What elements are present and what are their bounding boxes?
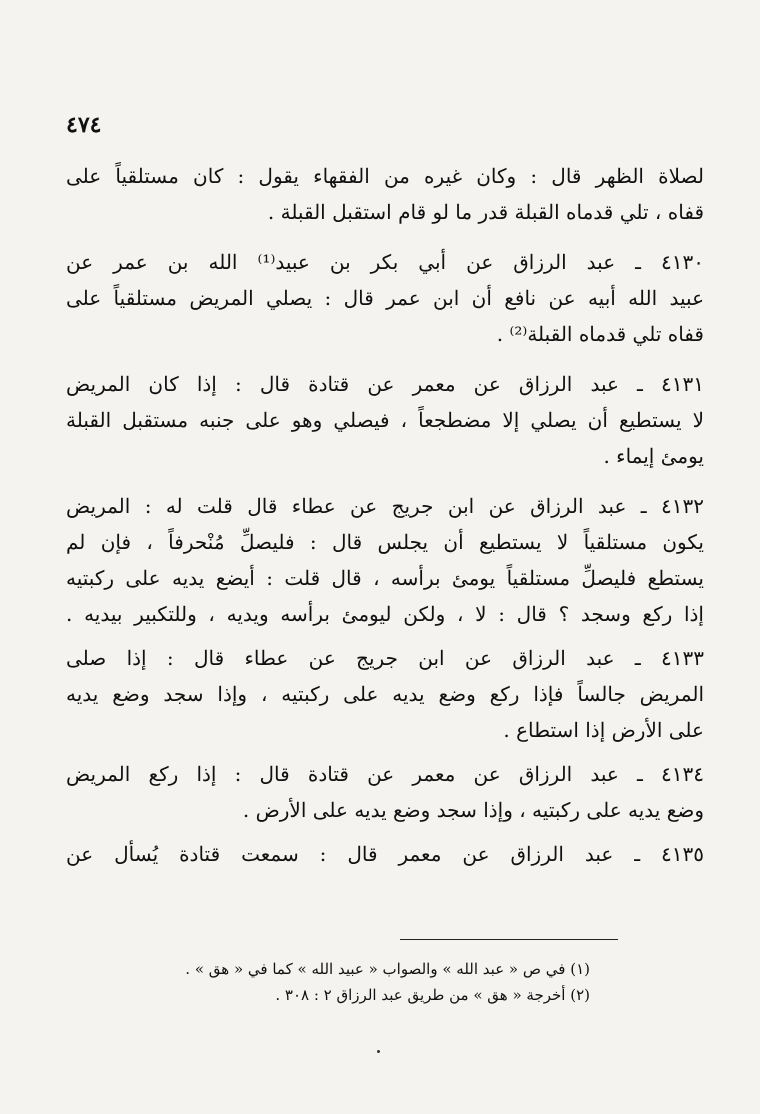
hadith-4133	[66, 640, 704, 748]
footnote-2: (٢) أخرجة « هق » من طريق عبد الرزاق ٢ : ٣٠٨ .	[275, 986, 590, 1004]
text-line: المريض جالساً فإذا ركع وضع يديه على ركبتيه ، وإذا سجد وضع يديه	[66, 682, 704, 706]
text-line: قفاه تلي قدماه القبلة⁽²⁾ .	[496, 322, 704, 346]
text-line: ٤١٣٠ ـ عبد الرزاق عن أبي بكر بن عبيد⁽¹⁾ الله بن عمر عن	[66, 250, 704, 274]
text-line: يستطع فليصلِّ مستلقياً يومئ برأسه ، قال قلت : أيضع يديه على ركبتيه	[66, 566, 704, 590]
text-line: يكون مستلقياً لا يستطيع أن يجلس قال : فليصلِّ مُنْحرفاً ، فإن لم	[66, 530, 704, 554]
paragraph-continuation	[66, 158, 704, 230]
text-line: عبيد الله أبيه عن نافع أن ابن عمر قال : يصلي المريض مستلقياً على	[66, 286, 704, 310]
text-line: وضع يديه على ركبتيه ، وإذا سجد وضع يديه على الأرض .	[242, 798, 704, 822]
text-line: لا يستطيع أن يصلي إلا مضطجعاً ، فيصلي وهو على جنبه مستقبل القبلة	[66, 408, 704, 432]
text-line: على الأرض إذا استطاع .	[503, 718, 704, 742]
page-number: ٤٧٤	[66, 112, 102, 138]
text-line: لصلاة الظهر قال : وكان غيره من الفقهاء يقول : كان مستلقياً على	[66, 164, 704, 188]
footnote-divider	[400, 939, 618, 940]
text-line: قفاه ، تلي قدماه القبلة قدر ما لو قام استقبل القبلة .	[267, 200, 704, 224]
page-mark	[377, 1050, 380, 1053]
footnote-1: (١) في ص « عبد الله » والصواب « عبيد الله » كما في « هق » .	[185, 960, 590, 978]
text-line: ٤١٣١ ـ عبد الرزاق عن معمر عن قتادة قال : إذا كان المريض	[66, 372, 704, 396]
hadith-4134	[66, 756, 704, 828]
text-line: ٤١٣٢ ـ عبد الرزاق عن ابن جريج عن عطاء قال قلت له : المريض	[66, 494, 704, 518]
hadith-4130	[66, 244, 704, 352]
main-text	[66, 158, 704, 872]
text-line: ٤١٣٣ ـ عبد الرزاق عن ابن جريج عن عطاء قال : إذا صلى	[66, 646, 704, 670]
hadith-4131	[66, 366, 704, 474]
text-line: ٤١٣٥ ـ عبد الرزاق عن معمر قال : سمعت قتادة يُسأل عن	[66, 842, 704, 866]
text-line: يومئ إيماء .	[603, 444, 704, 468]
text-line: ٤١٣٤ ـ عبد الرزاق عن معمر عن قتادة قال : إذا ركع المريض	[66, 762, 704, 786]
text-line: إذا ركع وسجد ؟ قال : لا ، ولكن ليومئ برأسه ويديه ، وللتكبير بيديه .	[66, 602, 704, 626]
hadith-4132	[66, 488, 704, 632]
footnotes	[150, 956, 590, 1008]
hadith-4135	[66, 836, 704, 872]
